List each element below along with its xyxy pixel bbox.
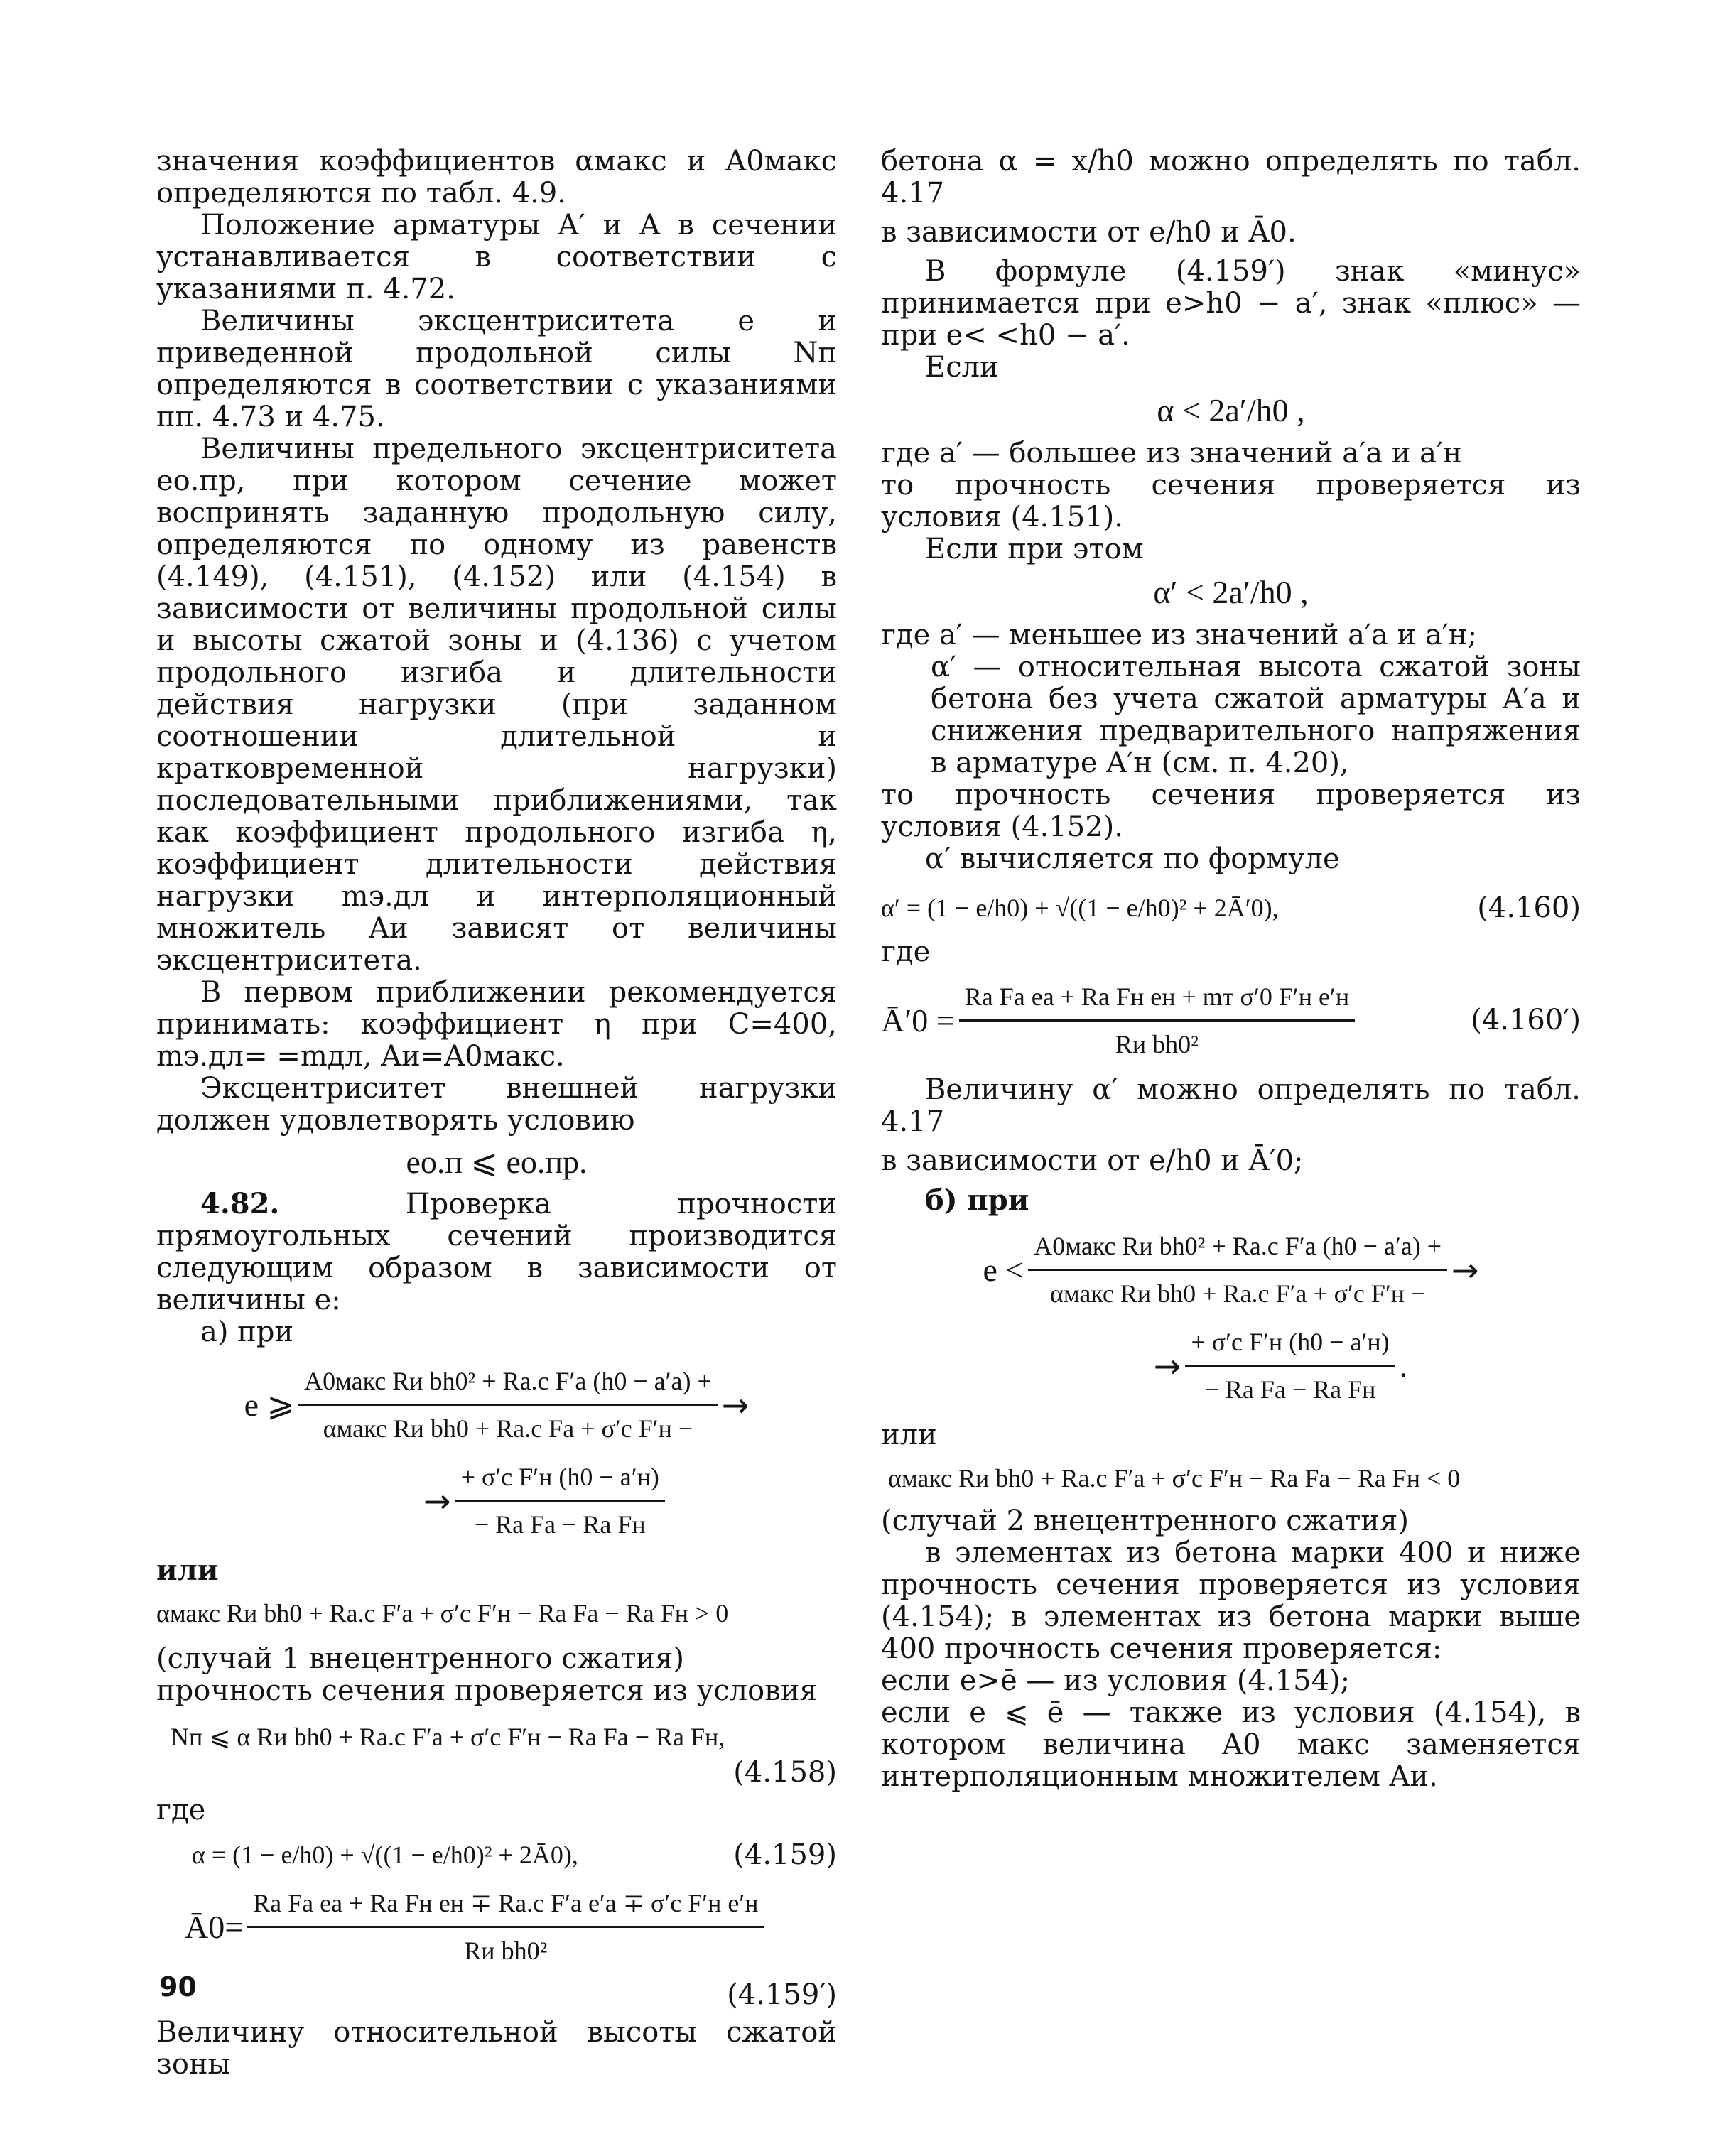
ineq-lhs: e ⩾ xyxy=(244,1386,295,1423)
condition-formula: α′ < 2a′/h0 , xyxy=(1153,574,1309,610)
equation-4-159-prime xyxy=(156,1883,837,1971)
inequality-b-continued: → $\frac{\text{+ σ′с F′н (h0 − a′н)}}{\text{− Rа Fа − Rа Fн}}$ . xyxy=(881,1322,1581,1409)
formula xyxy=(881,977,1359,1064)
paragraph: Величину относительной высоты сжатой зоны xyxy=(156,2016,837,2081)
section-4-82 xyxy=(156,1188,837,1316)
equation-4-160 xyxy=(881,888,1581,928)
paragraph: Если при этом xyxy=(925,533,1144,565)
denominator: αмакс Rи bh0 + Rа.с Fа + σ′с F′н − xyxy=(323,1414,693,1443)
section-number: 4.82. xyxy=(200,1187,280,1220)
paragraph: Величину α′ можно определять по табл. 4.17 xyxy=(881,1073,1581,1138)
paragraph: Величины эксцентриситета e и приведенной продольной силы Nп определяются в соответствии с указаниями пп. 4.73 и 4.75. xyxy=(156,305,837,433)
paragraph: В формуле (4.159′) знак «минус» принимается при e>h0 − a′, знак «плюс» — при e< <h0 − a′. xyxy=(881,255,1581,352)
inequality-b-alt: αмакс Rи bh0 + Rа.с F′а + σ′с F′н − Rа Fа − Rа Fн < 0 xyxy=(888,1464,1461,1493)
definition: где a′ — меньшее из значений a′а и a′н; xyxy=(881,619,1478,651)
inequality-a xyxy=(156,1361,837,1448)
page-number: 90 xyxy=(159,1971,197,2003)
equation-number: (4.160′) xyxy=(1471,1004,1581,1036)
condition-formula: eо.п ⩽ eо.пр. xyxy=(406,1144,588,1180)
case-label: (случай 2 внецентренного сжатия) xyxy=(881,1505,1409,1537)
fraction xyxy=(455,1457,665,1544)
paragraph: то прочность сечения проверяется из условия (4.152). xyxy=(881,779,1581,843)
section-text: Проверка прочности прямоугольных сечений производится следующим образом в зависимости от величины e: xyxy=(156,1188,838,1316)
numerator: Rа Fа eа + Rа Fн eн + mт σ′0 F′н e′н xyxy=(959,977,1355,1022)
equation-4-159 xyxy=(156,1835,837,1875)
equation-number: (4.159′) xyxy=(727,1978,837,2011)
left-column xyxy=(156,146,837,2081)
equation-number: (4.159) xyxy=(733,1838,837,1871)
numerator: + σ′с F′н (h0 − a′н) xyxy=(1185,1322,1395,1367)
numerator: A0макс Rи bh0² + Rа.с F′а (h0 − a′а) + xyxy=(298,1361,718,1406)
paragraph: то прочность сечения проверяется из условия (4.151). xyxy=(881,469,1581,533)
numerator: A0макс Rи bh0² + Rа.с F′а (h0 − a′а) + xyxy=(1028,1226,1447,1271)
fraction xyxy=(959,977,1355,1064)
paragraph: если e>ē — из условия (4.154); xyxy=(881,1664,1351,1697)
fraction xyxy=(1028,1226,1447,1313)
arrow-icon: → xyxy=(1451,1250,1479,1289)
or-label: или xyxy=(881,1419,937,1451)
arrow-icon: → xyxy=(721,1385,750,1424)
paragraph: если e ⩽ ē — также из условия (4.154), в котором величина A0 макс заменяется интерполяционным множителем Aи. xyxy=(881,1696,1581,1793)
equation-4-160-prime xyxy=(881,977,1581,1064)
condition-formula: α < 2a′/h0 , xyxy=(1157,392,1305,428)
paragraph: α′ вычисляется по формуле xyxy=(925,843,1340,875)
right-column xyxy=(881,146,1581,1793)
numerator: Rа Fа eа + Rа Fн eн ∓ Rа.с F′а e′а ∓ σ′с F′н e′н xyxy=(247,1883,764,1928)
paragraph: Величины предельного эксцентриситета eо.пр, при котором сечение может воспринять заданную продольную силу, определяются по одному из равенств (4.149), (4.151), (4.152) или (4.154) в зависимости от величины продольной силы и высоты сжатой зоны и (4.136) с учетом продольного изгиба и длительности действия нагрузки (при заданном соотношении длительной и кратковременной нагрузки) последовательными приближениями, так как коэффициент продольного изгиба η, коэффициент длительности действия нагрузки mэ.дл и интерполяционный множитель Aи зависят от величины эксцентриситета. xyxy=(156,433,837,977)
arrow-icon: → xyxy=(1153,1346,1181,1385)
case-label: (случай 1 внецентренного сжатия) xyxy=(156,1642,684,1675)
denominator: − Rа Fа − Rа Fн xyxy=(474,1510,646,1539)
numerator: + σ′с F′н (h0 − a′н) xyxy=(455,1457,665,1502)
denominator: Rи bh0² xyxy=(464,1936,548,1965)
inequality-b xyxy=(881,1226,1581,1313)
paragraph: В первом приближении рекомендуется принимать: коэффициент η при C=400, mэ.дл= =mдл, Aи=A0макс. xyxy=(156,976,837,1073)
case-b-label: б) при xyxy=(925,1183,1029,1217)
definition: где a′ — большее из значений a′а и a′н xyxy=(881,437,1462,470)
denominator: Rи bh0² xyxy=(1115,1030,1199,1058)
paragraph: Положение арматуры A′ и A в сечении устанавливается в соответствии с указаниями п. 4.72. xyxy=(156,209,837,305)
formula: α′ = (1 − e/h0) + √((1 − e/h0)² + 2Ā′0), xyxy=(881,894,1279,922)
formula-lhs: Ā0= xyxy=(185,1908,244,1945)
denominator: − Rа Fа − Rа Fн xyxy=(1204,1375,1376,1404)
paragraph: прочность сечения проверяется из условия xyxy=(156,1674,818,1707)
paragraph: Если xyxy=(925,351,999,384)
fraction xyxy=(1185,1322,1395,1409)
equation-number: (4.158) xyxy=(733,1756,837,1789)
definition: α′ — относительная высота сжатой зоны бетона без учета сжатой арматуры A′а и снижения предварительного напряжения в арматуре A′н (см. п. 4.20), xyxy=(931,651,1581,779)
equation-number: (4.160) xyxy=(1477,891,1581,924)
paragraph: Эксцентриситет внешней нагрузки должен удовлетворять условию xyxy=(156,1072,837,1137)
inequality-a-continued xyxy=(156,1457,837,1544)
paragraph: в зависимости от e/h0 и Ā0. xyxy=(881,216,1297,249)
where-label: где xyxy=(881,936,931,968)
formula-4-158: Nп ⩽ α Rи bh0 + Rа.с F′а + σ′с F′н − Rа Fа − Rа Fн, xyxy=(171,1723,725,1751)
paragraph: в зависимости от e/h0 и Ā′0; xyxy=(881,1144,1304,1177)
arrow-icon: → xyxy=(423,1481,451,1520)
formula-lhs: Ā′0 = xyxy=(881,1002,955,1039)
inequality-a-alt: αмакс Rи bh0 + Rа.с F′а + σ′с F′н − Rа Fа − Rа Fн > 0 xyxy=(156,1599,729,1627)
or-label: или xyxy=(156,1554,219,1587)
denominator: αмакс Rи bh0 + Rа.с F′а + σ′с F′н − xyxy=(1049,1279,1426,1308)
paragraph: бетона α = x/h0 можно определять по табл. 4.17 xyxy=(881,145,1581,210)
formula: α = (1 − e/h0) + √((1 − e/h0)² + 2Ā0), xyxy=(192,1841,578,1869)
fraction xyxy=(298,1361,718,1448)
case-a-label: а) при xyxy=(200,1316,294,1348)
where-label: где xyxy=(156,1794,206,1826)
paragraph: значения коэффициентов αмакс и A0макс определяются по табл. 4.9. xyxy=(156,145,837,210)
paragraph: в элементах из бетона марки 400 и ниже прочность сечения проверяется из условия (4.154); в элементах из бетона марки выше 400 прочность сечения проверяется: xyxy=(881,1537,1581,1665)
ineq-lhs: e < xyxy=(983,1251,1024,1288)
fraction xyxy=(247,1883,764,1971)
